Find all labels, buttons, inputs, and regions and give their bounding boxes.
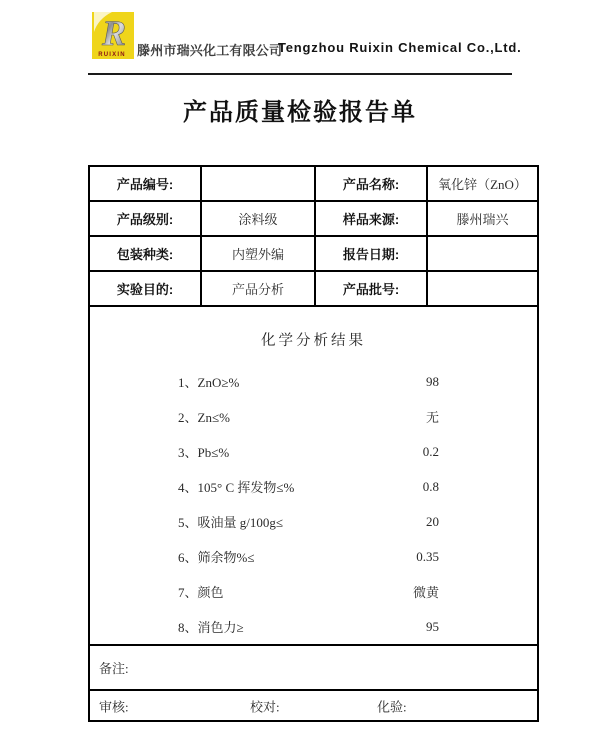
analysis-item-value: 98: [426, 373, 439, 389]
analysis-item-value: 20: [426, 513, 439, 529]
batch-number-value: [427, 271, 538, 306]
analysis-item-label: 3、Pb≤%: [178, 445, 230, 460]
svg-text:RUIXIN: RUIXIN: [98, 52, 126, 58]
product-grade-label: 产品级别:: [89, 201, 201, 236]
proofreader-label: 校对:: [250, 699, 280, 714]
report-date-label: 报告日期:: [315, 236, 427, 271]
table-row: [89, 645, 538, 690]
analysis-item: [90, 574, 537, 609]
analysis-item: [90, 469, 537, 504]
analysis-item-label: 7、颜色: [178, 585, 224, 600]
table-row: [89, 166, 538, 201]
analysis-item-label: 1、ZnO≥%: [178, 375, 240, 390]
analysis-item-value: 0.2: [422, 443, 439, 459]
test-purpose-value: 产品分析: [201, 271, 315, 306]
test-purpose-label: 实验目的:: [89, 271, 201, 306]
table-row: [89, 306, 538, 645]
remarks-label: 备注:: [99, 661, 129, 676]
analysis-item: [90, 609, 537, 644]
product-name-label: 产品名称:: [315, 166, 427, 201]
product-name-value: 氧化锌（ZnO）: [427, 166, 538, 201]
table-row: [89, 271, 538, 306]
report-date-value: [427, 236, 538, 271]
sample-source-label: 样品来源:: [315, 201, 427, 236]
product-code-label: 产品编号:: [89, 166, 201, 201]
analysis-item-value: 0.35: [416, 548, 439, 564]
remarks-section: [89, 645, 538, 690]
page-title: 产品质量检验报告单: [183, 99, 417, 126]
analysis-section: [89, 306, 538, 645]
reviewer-label: 审核:: [99, 699, 129, 714]
analysis-item-label: 5、吸油量 g/100g≤: [178, 515, 283, 530]
analysis-list: [90, 364, 537, 644]
analysis-item-label: 8、消色力≥: [178, 620, 244, 635]
table-row: [89, 236, 538, 271]
analysis-item-value: 0.8: [422, 478, 439, 494]
analysis-item-label: 2、Zn≤%: [178, 410, 230, 425]
report-table: [88, 165, 539, 722]
product-code-value: [201, 166, 315, 201]
analysis-heading: 化学分析结果: [261, 333, 366, 349]
letterhead: [0, 0, 600, 80]
company-name-english: Tengzhou Ruixin Chemical Co.,Ltd.: [278, 40, 522, 55]
svg-text:R: R: [101, 13, 127, 53]
analysis-item: [90, 539, 537, 574]
analysis-item-value: 95: [426, 618, 439, 634]
analysis-item: [90, 434, 537, 469]
product-grade-value: 涂料级: [201, 201, 315, 236]
analysis-item-value: 微黄: [412, 585, 439, 600]
table-row: [89, 690, 538, 721]
analysis-item-value: 无: [425, 410, 439, 425]
sample-source-value: 滕州瑞兴: [427, 201, 538, 236]
assayer-label: 化验:: [377, 699, 407, 714]
ruixin-logo-icon: [92, 12, 134, 59]
table-row: [89, 201, 538, 236]
header-divider: [88, 73, 512, 75]
analysis-item-label: 4、105° C 挥发物≤%: [178, 480, 295, 495]
analysis-item-label: 6、筛余物%≤: [178, 550, 255, 565]
analysis-item: [90, 364, 537, 399]
analysis-item: [90, 504, 537, 539]
package-type-label: 包装种类:: [89, 236, 201, 271]
analysis-item: [90, 399, 537, 434]
package-type-value: 内塑外编: [201, 236, 315, 271]
signature-section: [89, 690, 538, 721]
company-name-chinese: 滕州市瑞兴化工有限公司: [137, 43, 283, 58]
batch-number-label: 产品批号:: [315, 271, 427, 306]
